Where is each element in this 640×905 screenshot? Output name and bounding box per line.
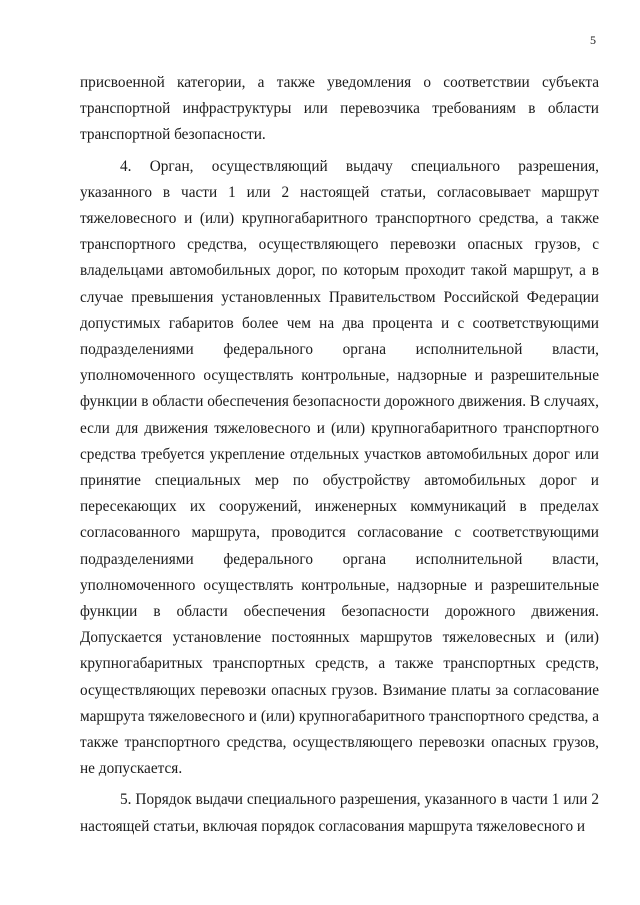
paragraph-continuation: присвоенной категории, а также уведомления о соответствии субъекта транспортной инфраструктуры или перевозчика требованиям в области транспортной безопасности. bbox=[80, 74, 599, 144]
page-number: 5 bbox=[590, 33, 596, 47]
document-body bbox=[80, 70, 599, 840]
paragraph-clause-5: 5. Порядок выдачи специального разрешения, указанного в части 1 или 2 настоящей статьи, включая порядок согласования маршрута тяжеловесного и bbox=[80, 791, 599, 835]
paragraph-clause-4: 4. Орган, осуществляющий выдачу специального разрешения, указанного в части 1 или 2 настоящей статьи, согласовывает маршрут тяжеловесного и (или) крупногабаритного транспортного средства, а также транспортного средства, осуществляющего перевозки опасных грузов, с владельцами автомобильных дорог, по которым проходит такой маршрут, а в случае превышения установленных Правительством Российской Федерации допустимых габаритов более чем на два процента и с соответствующими подразделениями федерального органа исполнительной власти, уполномоченного осуществлять контрольные, надзорные и разрешительные функции в области обеспечения безопасности дорожного движения. В случаях, если для движения тяжеловесного и (или) крупногабаритного транспортного средства требуется укрепление отдельных участков автомобильных дорог или принятие специальных мер по обустройству автомобильных дорог и пересекающих их сооружений, инженерных коммуникаций в пределах согласованного маршрута, проводится согласование с соответствующими подразделениями федерального органа исполнительной власти, уполномоченного осуществлять контрольные, надзорные и разрешительные функции в области обеспечения безопасности дорожного движения. Допускается установление постоянных маршрутов тяжеловесных и (или) крупногабаритных транспортных средств, а также транспортных средств, осуществляющих перевозки опасных грузов. Взимание платы за согласование маршрута тяжеловесного и (или) крупногабаритного транспортного средства, а также транспортного средства, осуществляющего перевозки опасных грузов, не допускается. bbox=[80, 157, 599, 778]
